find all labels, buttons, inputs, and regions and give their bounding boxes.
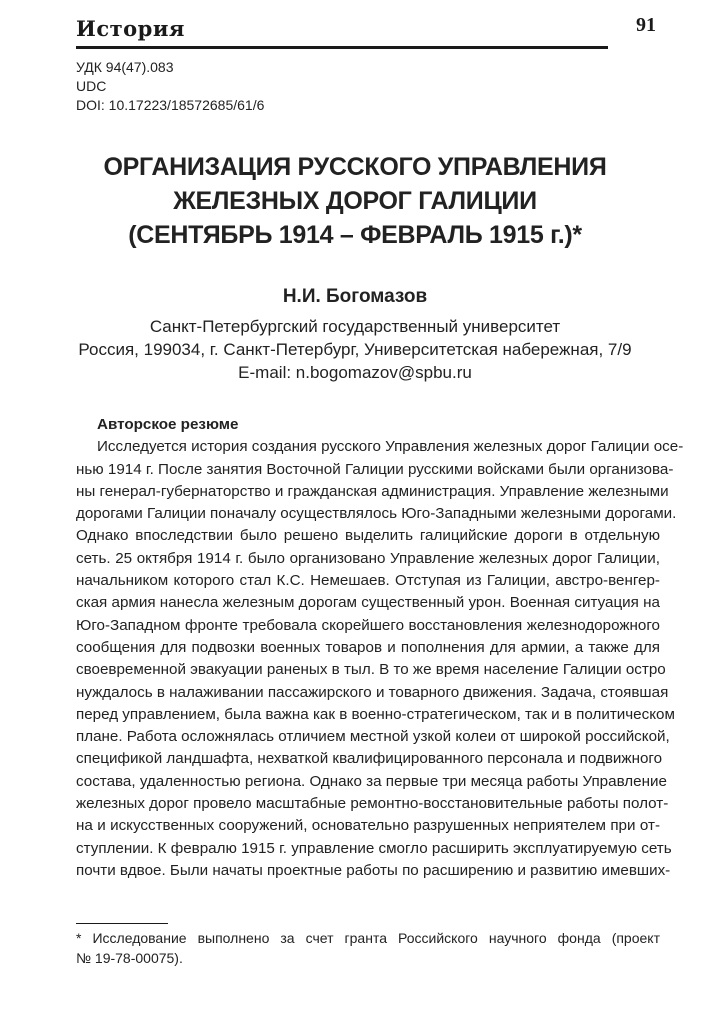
abstract-line: плане. Работа осложнялась отличием местной узкой колеи от широкой российской, (76, 728, 670, 746)
abstract-line: на и искусственных сооружений, основательно разрушенных неприятелем при от- (76, 817, 660, 835)
page-number: 91 (636, 14, 656, 36)
abstract-line: своевременной эвакуации раненых в тыл. В то же время население Галиции остро (76, 661, 666, 679)
abstract-line: состава, удаленностью региона. Однако за первые три месяца работы Управление (76, 772, 667, 790)
author-affiliation-block (40, 315, 670, 384)
footnote-line: № 19-78-00075). (76, 950, 183, 966)
section-name: История (76, 16, 185, 41)
author-name: Н.И. Богомазов (282, 286, 428, 307)
abstract-line: ны генерал-губернаторство и гражданская администрация. Управление железными (76, 482, 669, 500)
abstract-line: сообщения для подвозки военных товаров и пополнения для армии, а также для (76, 638, 660, 656)
doi: DOI: 10.17223/18572685/61/6 (76, 97, 265, 113)
abstract (76, 414, 684, 882)
udc-code: UDC (76, 78, 107, 94)
title-line: ЖЕЛЕЗНЫХ ДОРОГ ГАЛИЦИИ (173, 187, 537, 215)
udk-code: УДК 94(47).083 (76, 59, 174, 75)
abstract-line: почти вдвое. Были начаты проектные работы по расширению и развитию имевших- (76, 861, 671, 879)
abstract-heading: Авторское резюме (97, 416, 239, 433)
abstract-line: нуждалось в налаживании пассажирского и товарного движения. Задача, стоявшая (76, 683, 669, 701)
abstract-line: сеть. 25 октября 1914 г. было организовано Управление железных дорог Галиции, (76, 549, 660, 567)
title-line: (СЕНТЯБРЬ 1914 – ФЕВРАЛЬ 1915 г.)* (128, 221, 582, 249)
abstract-line: дорогами Галиции поначалу осуществлялось Юго-Западными железными дорогами. (76, 505, 677, 523)
email: E-mail: n.bogomazov@spbu.ru (238, 363, 472, 382)
address: Россия, 199034, г. Санкт-Петербург, Университетская набережная, 7/9 (78, 340, 632, 359)
abstract-body (76, 436, 684, 882)
abstract-line: спецификой ландшафта, нехваткой квалифицированного персонала и подвижного (76, 750, 663, 768)
footnote-rule (76, 923, 168, 924)
abstract-line: нью 1914 г. После занятия Восточной Галиции русскими войсками были организова- (76, 460, 674, 478)
abstract-line: Исследуется история создания русского Управления железных дорог Галиции осе- (97, 438, 684, 456)
running-head (76, 12, 608, 49)
affiliation: Санкт-Петербургский государственный университет (149, 317, 561, 336)
abstract-line: железных дорог провело масштабные ремонтно-восстановительные работы полот- (76, 795, 669, 813)
abstract-line: Однако впоследствии было решено выделить галицийские дороги в отдельную (76, 527, 660, 545)
title-line: ОРГАНИЗАЦИЯ РУССКОГО УПРАВЛЕНИЯ (103, 153, 607, 181)
abstract-line: перед управлением, была важна как в военно-стратегическом, так и в политическом (76, 705, 675, 723)
abstract-line: Юго-Западном фронте требовала скорейшего восстановления железнодорожного (76, 616, 660, 634)
footnote-line: * Исследование выполнено за счет гранта Российского научного фонда (проект (76, 930, 660, 946)
abstract-line: начальником которого стал К.С. Немешаев. Отступая из Галиции, австро-венгер- (76, 572, 660, 590)
abstract-line: ступлении. К февралю 1915 г. управление смогло расширить эксплуатируемую сеть (76, 839, 672, 857)
article-meta (76, 58, 264, 115)
article-title (60, 150, 650, 252)
footnote (76, 928, 660, 968)
abstract-line: ская армия нанесла железным дорогам существенный урон. Военная ситуация на (76, 594, 660, 612)
